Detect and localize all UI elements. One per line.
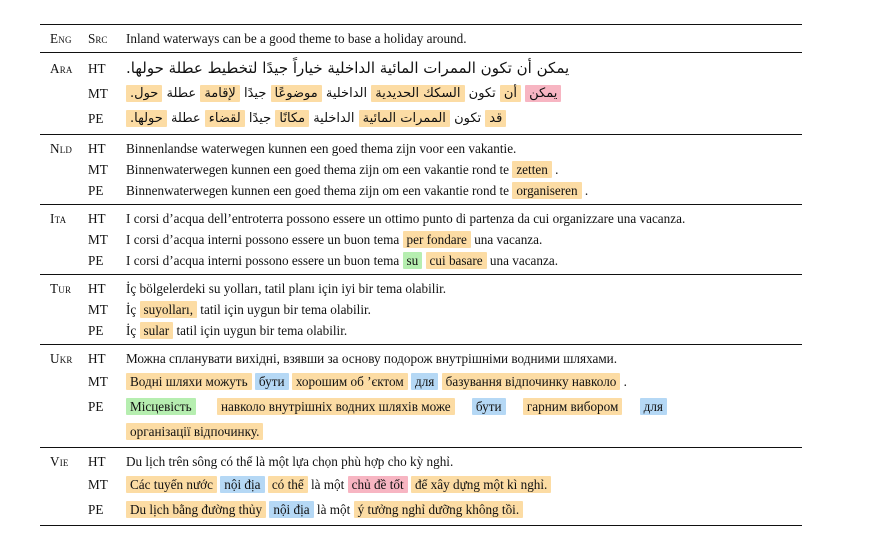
highlighted-span: suyolları, (140, 301, 197, 318)
pe-text (126, 394, 667, 419)
highlighted-span: حولها. (126, 110, 167, 127)
highlighted-span: Các tuyến nước (126, 476, 217, 493)
plain-span: . (623, 374, 627, 389)
ht-text: İç bölgelerdeki su yolları, tatil planı için iyi bir tema olabilir. (126, 281, 447, 296)
plain-span: الداخلية (325, 86, 368, 101)
highlighted-span: ý tưởng nghỉ dưỡng không tồi. (354, 501, 524, 518)
pe-text (126, 320, 347, 341)
highlighted-span: مكانًا (275, 110, 309, 127)
ht-tag: HT (88, 141, 106, 156)
section-ita (40, 205, 802, 274)
ht-text: يمكن أن تكون الممرات المائية الداخلية خياراً جيدًا لتخطيط عطلة حولها. (126, 59, 570, 77)
highlighted-span: nội địa (220, 476, 264, 493)
pe-tag: PE (88, 399, 104, 414)
highlighted-span: حول. (126, 85, 162, 102)
source-row (40, 28, 802, 49)
highlighted-span: nội địa (269, 501, 313, 518)
mt-tag: MT (88, 232, 108, 247)
plain-span: تكون (468, 86, 496, 101)
plain-span: جيدًا (248, 111, 272, 126)
mt-tag: MT (88, 374, 108, 389)
highlighted-span: базування відпочинку навколо (442, 373, 621, 390)
mt-text (126, 472, 551, 497)
mt-row (40, 369, 802, 394)
plain-span: Binnenwaterwegen kunnen een goed thema zijn om een vakantie rond te (126, 183, 510, 198)
mt-text (126, 159, 558, 180)
highlighted-span: бути (255, 373, 289, 390)
translation-examples-table (40, 24, 802, 526)
highlighted-span: cui basare (426, 252, 487, 269)
ht-tag: HT (88, 351, 106, 366)
plain-span: . (555, 162, 559, 177)
plain-span: I corsi d’acqua interni possono essere un buon tema (126, 232, 400, 247)
highlighted-span: sular (140, 322, 174, 339)
lang-label: Tur (50, 281, 72, 296)
plain-span: تكون (454, 111, 482, 126)
highlighted-span: لإقامة (200, 85, 240, 102)
plain-span: I corsi d’acqua interni possono essere un buon tema (126, 253, 400, 268)
pe-text (126, 180, 588, 201)
highlighted-span: Місцевість (126, 398, 196, 415)
mt-text (126, 81, 561, 106)
mt-row (40, 229, 802, 250)
highlighted-span: su (403, 252, 423, 269)
table-bottom-rule (40, 525, 802, 526)
plain-span: là một (316, 502, 351, 517)
highlighted-span: per fondare (403, 231, 471, 248)
plain-span: tatil için uygun bir tema olabilir. (200, 302, 371, 317)
highlighted-span: أن (500, 85, 521, 102)
ht-text: Binnenlandse waterwegen kunnen een goed thema zijn voor een vakantie. (126, 141, 517, 156)
section-tur (40, 275, 802, 344)
highlighted-span: موضوعًا (271, 85, 322, 102)
highlighted-span: zetten (512, 161, 551, 178)
lang-label: Nld (50, 141, 73, 156)
highlighted-span: có thể (268, 476, 308, 493)
section-ukr (40, 345, 802, 447)
highlighted-span: бути (472, 398, 506, 415)
mt-row (40, 159, 802, 180)
pe-text (126, 106, 506, 131)
pe-tag: PE (88, 183, 104, 198)
plain-span: . (584, 183, 589, 198)
plain-span: الداخلية (313, 111, 355, 126)
mt-row (40, 472, 802, 497)
mt-row (40, 81, 802, 106)
mt-tag: MT (88, 86, 108, 101)
source-text: Inland waterways can be a good theme to base a holiday around. (126, 31, 467, 46)
section-nld (40, 135, 802, 204)
mt-row (40, 299, 802, 320)
ht-row (40, 348, 802, 369)
plain-span: جيدًا (244, 86, 267, 101)
pe-text (126, 497, 523, 522)
source-tag: Src (88, 31, 108, 46)
highlighted-span: Водні шляхи можуть (126, 373, 252, 390)
section-vie (40, 448, 802, 525)
plain-span: tatil için uygun bir tema olabilir. (176, 323, 348, 338)
mt-text (126, 299, 371, 320)
plain-span: عطلة (170, 111, 201, 126)
pe-tag: PE (88, 323, 104, 338)
section-ara (40, 53, 802, 134)
highlighted-span: організації відпочинку. (126, 423, 263, 440)
pe-row (40, 320, 802, 341)
plain-span: una vacanza. (474, 232, 543, 247)
ht-text: I corsi d’acqua dell’entroterra possono essere un ottimo punto di partenza da cui organizzare una vacanza. (126, 211, 686, 226)
plain-span: İç (126, 323, 137, 338)
pe-text-continued (126, 419, 263, 444)
ht-row (40, 56, 802, 81)
mt-text (126, 229, 542, 250)
highlighted-span: гарним вибором (523, 398, 622, 415)
lang-label: Ara (50, 61, 73, 76)
highlighted-span: لقضاء (205, 110, 245, 127)
highlighted-span: để xây dựng một kì nghỉ. (411, 476, 551, 493)
mt-tag: MT (88, 477, 108, 492)
highlighted-span: для (411, 373, 438, 390)
highlighted-span: Du lịch bằng đường thủy (126, 501, 266, 518)
ht-tag: HT (88, 61, 106, 76)
source-lang: Eng (50, 31, 72, 46)
plain-span: una vacanza. (489, 253, 559, 268)
ht-row (40, 208, 802, 229)
language-sections (40, 52, 802, 525)
ht-tag: HT (88, 454, 106, 469)
pe-tag: PE (88, 253, 104, 268)
highlighted-span: навколо внутрішніх водних шляхів може (217, 398, 455, 415)
highlighted-span: хорошим об ’єктом (292, 373, 408, 390)
highlighted-span: يمكن (525, 85, 561, 102)
highlighted-span: для (640, 398, 667, 415)
ht-text: Можна спланувати вихідні, взявши за основу подорож внутрішніми водними шляхами. (126, 351, 618, 366)
mt-tag: MT (88, 302, 108, 317)
highlighted-span: السكك الحديدية (371, 85, 464, 102)
pe-row (40, 394, 802, 419)
highlighted-span: chủ đề tốt (348, 476, 408, 493)
ht-text: Du lịch trên sông có thể là một lựa chọn phù hợp cho kỳ nghỉ. (126, 454, 454, 469)
mt-text (126, 369, 627, 394)
highlighted-span: organiseren (512, 182, 581, 199)
pe-row (40, 180, 802, 201)
ht-row (40, 278, 802, 299)
pe-row-continued (40, 419, 802, 444)
lang-label: Vie (50, 454, 69, 469)
plain-span: là một (310, 477, 345, 492)
lang-label: Ukr (50, 351, 73, 366)
plain-span: Binnenwaterwegen kunnen een goed thema zijn om een vakantie rond te (126, 162, 510, 177)
pe-tag: PE (88, 502, 104, 517)
plain-span: عطلة (166, 86, 197, 101)
plain-span: İç (126, 302, 137, 317)
mt-tag: MT (88, 162, 108, 177)
pe-row (40, 250, 802, 271)
ht-tag: HT (88, 281, 106, 296)
ht-row (40, 138, 802, 159)
pe-row (40, 106, 802, 131)
source-section (40, 25, 802, 52)
ht-tag: HT (88, 211, 106, 226)
ht-row (40, 451, 802, 472)
pe-tag: PE (88, 111, 104, 126)
highlighted-span: قد (485, 110, 506, 127)
highlighted-span: الممرات المائية (359, 110, 450, 127)
pe-row (40, 497, 802, 522)
lang-label: Ita (50, 211, 67, 226)
pe-text (126, 250, 558, 271)
